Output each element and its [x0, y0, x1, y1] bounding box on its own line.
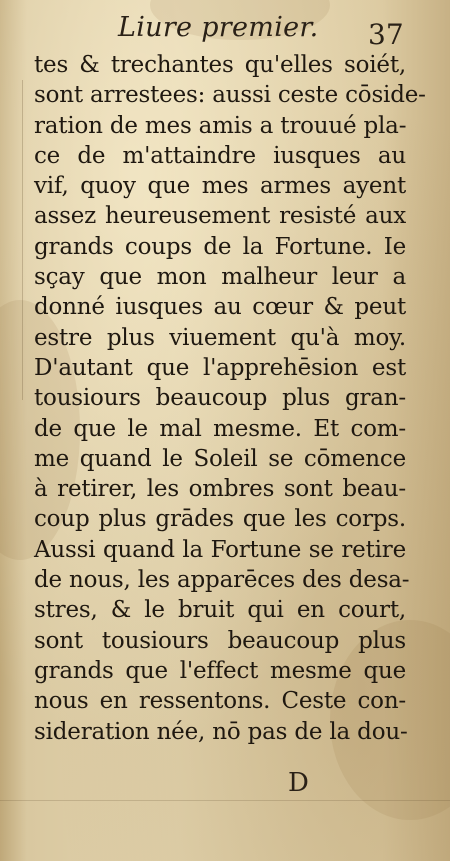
text-line: stres, & le bruit qui en court,	[34, 597, 406, 624]
text-line: sçay que mon malheur leur a	[34, 264, 406, 291]
margin-rule	[22, 80, 23, 400]
text-line: grands coups de la Fortune. Ie	[34, 233, 406, 260]
text-line: de que le mal mesme. Et com-	[34, 415, 406, 442]
text-line: tes & trechantes qu'elles soiét,	[34, 52, 406, 78]
text-line: sideration née, nō pas de la dou-	[34, 718, 408, 745]
text-line: donné iusques au cœur & peut	[34, 294, 406, 321]
text-line: me quand le Soleil se cōmence	[34, 445, 406, 472]
bottom-rule	[0, 800, 450, 801]
text-line: sont tousiours beaucoup plus	[34, 627, 406, 654]
text-line: D'autant que l'apprehēsion est	[34, 354, 406, 381]
page-header	[0, 8, 450, 51]
signature-mark: D	[288, 768, 311, 798]
text-line: Aussi quand la Fortune se retire	[34, 536, 406, 563]
text-line: à retirer, les ombres sont beau-	[34, 476, 406, 503]
text-line: sont arrestees: aussi ceste cōside-	[34, 82, 426, 109]
text-line: de nous, les apparēces des desa-	[34, 567, 410, 594]
page-number: 37	[368, 18, 404, 51]
body-text	[34, 50, 426, 747]
text-line: estre plus viuement qu'à moy.	[34, 324, 406, 351]
text-line: ce de m'attaindre iusques au	[34, 142, 406, 169]
text-line: assez heureusement resisté aux	[34, 203, 406, 230]
text-line: coup plus grādes que les corps.	[34, 506, 406, 533]
text-line: grands que l'effect mesme que	[34, 657, 406, 684]
running-head: Liure premier.	[118, 12, 319, 43]
text-line: vif, quoy que mes armes ayent	[34, 173, 406, 200]
text-line: tousiours beaucoup plus gran-	[34, 385, 406, 412]
text-line: ration de mes amis a trouué pla-	[34, 112, 407, 139]
text-line: nous en ressentons. Ceste con-	[34, 688, 406, 715]
